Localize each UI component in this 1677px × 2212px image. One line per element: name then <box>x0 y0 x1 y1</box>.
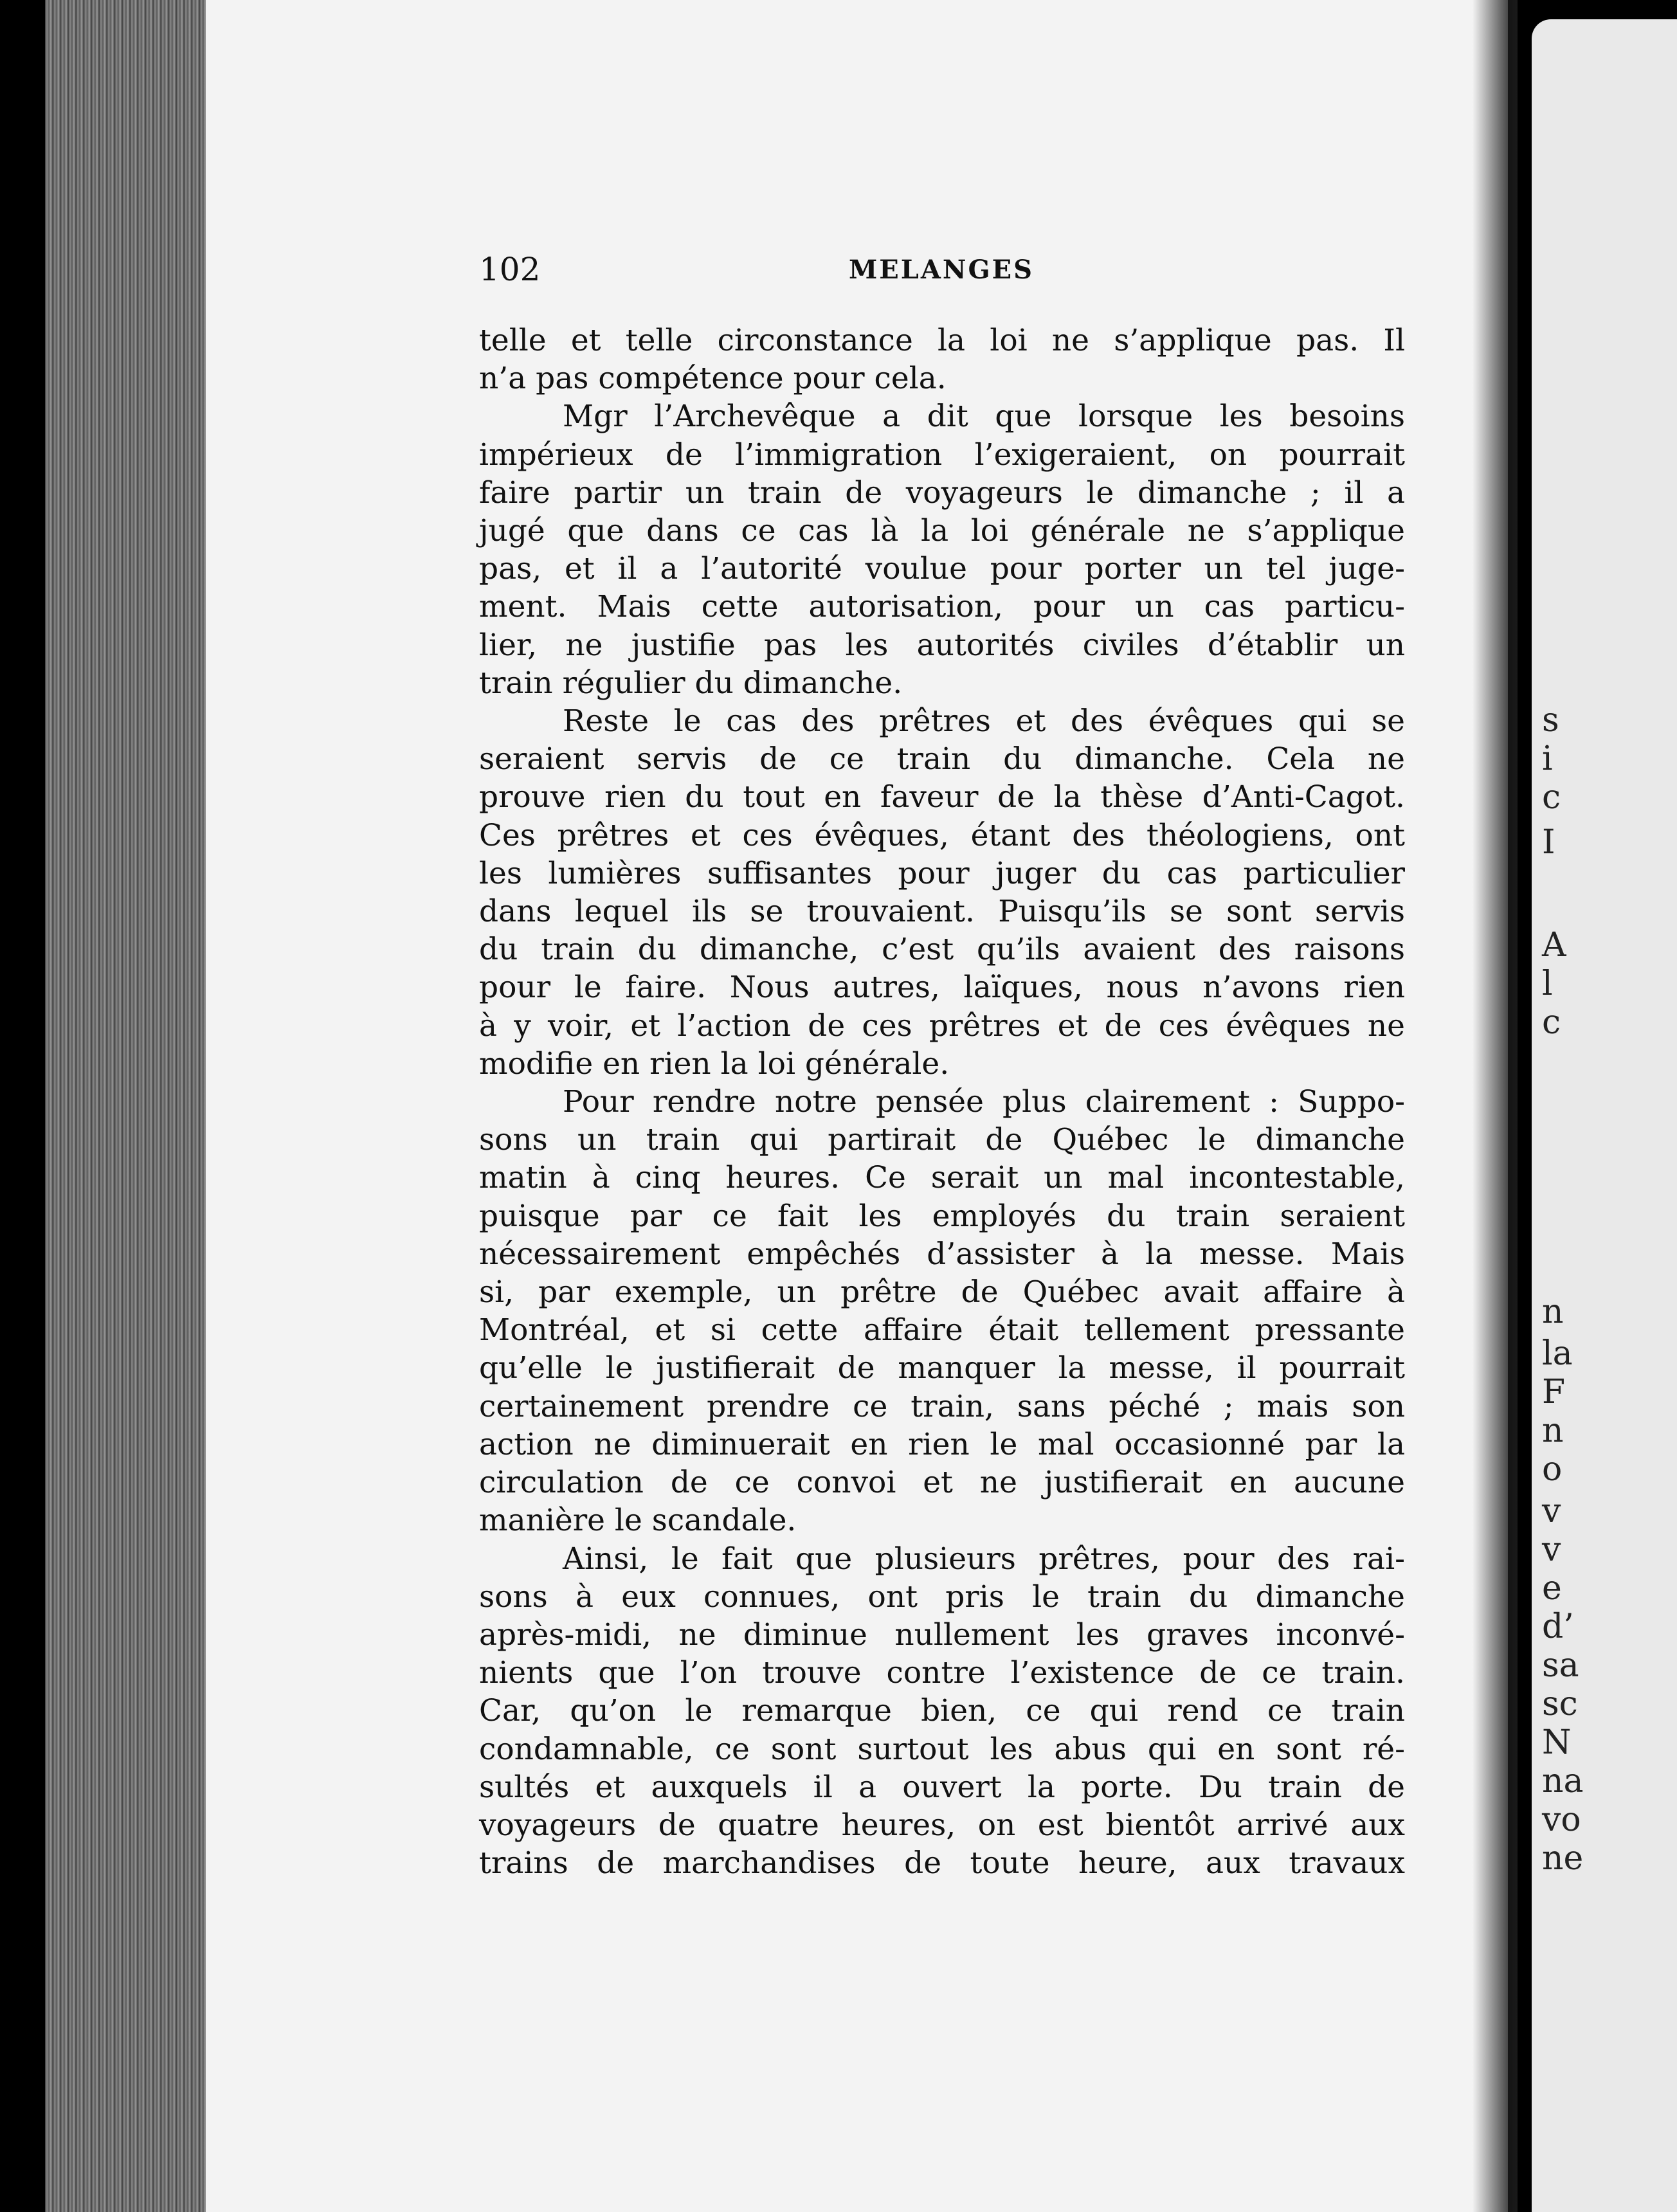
text-line: dans lequel ils se trouvaient. Puisqu’ils se sont servis <box>479 894 1405 930</box>
page-header <box>479 251 1411 296</box>
body-text <box>479 322 1405 1882</box>
facing-page-fragment: I <box>1542 823 1555 862</box>
text-line: Pour rendre notre pensée plus clairement : Suppo- <box>563 1084 1405 1120</box>
text-line: circulation de ce convoi et ne justifierait en aucune <box>479 1465 1405 1501</box>
text-line: prouve rien du tout en faveur de la thèse d’Anti-Cagot. <box>479 779 1405 815</box>
text-line: Reste le cas des prêtres et des évêques qui se <box>563 703 1405 739</box>
facing-page-fragment: sc <box>1542 1685 1578 1723</box>
text-line: faire partir un train de voyageurs le dimanche ; il a <box>479 475 1405 511</box>
facing-page-fragment: n <box>1542 1411 1564 1450</box>
text-line: Ces prêtres et ces évêques, étant des théologiens, ont <box>479 817 1405 853</box>
facing-page-fragment: c <box>1542 778 1561 817</box>
text-line: certainement prendre ce train, sans péché ; mais son <box>479 1388 1405 1424</box>
text-line: pour le faire. Nous autres, laïques, nous n’avons rien <box>479 970 1405 1006</box>
facing-page-fragment: i <box>1542 739 1553 778</box>
facing-page-fragment: o <box>1542 1450 1563 1489</box>
text-line: jugé que dans ce cas là la loi générale ne s’applique <box>479 513 1405 549</box>
text-line: sons un train qui partirait de Québec le dimanche <box>479 1122 1405 1158</box>
facing-page-fragment: vo <box>1542 1800 1581 1839</box>
text-line: ment. Mais cette autorisation, pour un cas particu- <box>479 589 1405 625</box>
text-line: sons à eux connues, ont pris le train du dimanche <box>479 1579 1405 1615</box>
facing-page-fragment: N <box>1542 1723 1572 1762</box>
binding-shadow <box>1473 0 1518 2212</box>
facing-page-fragment: d’ <box>1542 1608 1574 1646</box>
text-line: sultés et auxquels il a ouvert la porte. Du train de <box>479 1769 1405 1805</box>
text-line: à y voir, et l’action de ces prêtres et de ces évêques ne <box>479 1008 1405 1044</box>
text-line: Car, qu’on le remarque bien, ce qui rend ce train <box>479 1693 1405 1729</box>
text-line: Ainsi, le fait que plusieurs prêtres, pour des rai- <box>563 1541 1405 1577</box>
page-edges-stack <box>45 0 206 2212</box>
text-line: seraient servis de ce train du dimanche. Cela ne <box>479 741 1405 777</box>
text-line: Montréal, et si cette affaire était tellement pressante <box>479 1312 1405 1348</box>
text-line: les lumières suffisantes pour juger du cas particulier <box>479 855 1405 891</box>
text-line: matin à cinq heures. Ce serait un mal incontestable, <box>479 1160 1405 1196</box>
text-line: lier, ne justifie pas les autorités civiles d’établir un <box>479 627 1405 663</box>
text-line: nients que l’on trouve contre l’existence de ce train. <box>479 1655 1405 1691</box>
text-line: action ne diminuerait en rien le mal occasionné par la <box>479 1426 1405 1462</box>
text-line: impérieux de l’immigration l’exigeraient, on pourrait <box>479 437 1405 473</box>
text-line: qu’elle le justifierait de manquer la messe, il pourrait <box>479 1350 1405 1386</box>
facing-page-fragment: c <box>1542 1003 1561 1042</box>
text-line: n’a pas compétence pour cela. <box>479 361 947 397</box>
text-line: manière le scandale. <box>479 1503 797 1539</box>
facing-page-edge <box>1532 19 1677 2212</box>
text-line: trains de marchandises de toute heure, aux travaux <box>479 1845 1405 1881</box>
text-line: telle et telle circonstance la loi ne s’applique pas. Il <box>479 323 1405 358</box>
facing-page-fragment: A <box>1542 926 1566 965</box>
facing-page-fragment: la <box>1542 1334 1573 1373</box>
facing-page-fragment: na <box>1542 1762 1584 1800</box>
text-line: modifie en rien la loi générale. <box>479 1046 950 1082</box>
text-line: du train du dimanche, c’est qu’ils avaient des raisons <box>479 932 1405 968</box>
facing-page-fragment: sa <box>1542 1646 1579 1685</box>
text-line: puisque par ce fait les employés du train seraient <box>479 1198 1405 1234</box>
facing-page-fragment: n <box>1542 1292 1564 1331</box>
binding-gutter <box>1518 0 1532 2212</box>
text-line: voyageurs de quatre heures, on est bientôt arrivé aux <box>479 1807 1405 1843</box>
text-line: après-midi, ne diminue nullement les graves inconvé- <box>479 1617 1405 1653</box>
facing-page-fragment: v <box>1542 1492 1561 1530</box>
facing-page-fragment: l <box>1542 965 1553 1003</box>
facing-page-fragment: v <box>1542 1530 1561 1569</box>
page-number: 102 <box>479 251 541 288</box>
text-line: nécessairement empêchés d’assister à la messe. Mais <box>479 1236 1405 1272</box>
text-line: pas, et il a l’autorité voulue pour porter un tel juge- <box>479 551 1405 587</box>
text-line: condamnable, ce sont surtout les abus qui en sont ré- <box>479 1731 1405 1767</box>
text-line: si, par exemple, un prêtre de Québec avait affaire à <box>479 1274 1405 1310</box>
facing-page-fragment: ne <box>1542 1839 1584 1878</box>
text-line: train régulier du dimanche. <box>479 665 903 701</box>
facing-page-fragment: F <box>1542 1373 1566 1411</box>
running-head: MELANGES <box>849 255 1035 285</box>
facing-page-fragment: e <box>1542 1569 1562 1608</box>
facing-page-fragment: s <box>1542 701 1559 739</box>
text-line: Mgr l’Archevêque a dit que lorsque les besoins <box>563 399 1405 435</box>
